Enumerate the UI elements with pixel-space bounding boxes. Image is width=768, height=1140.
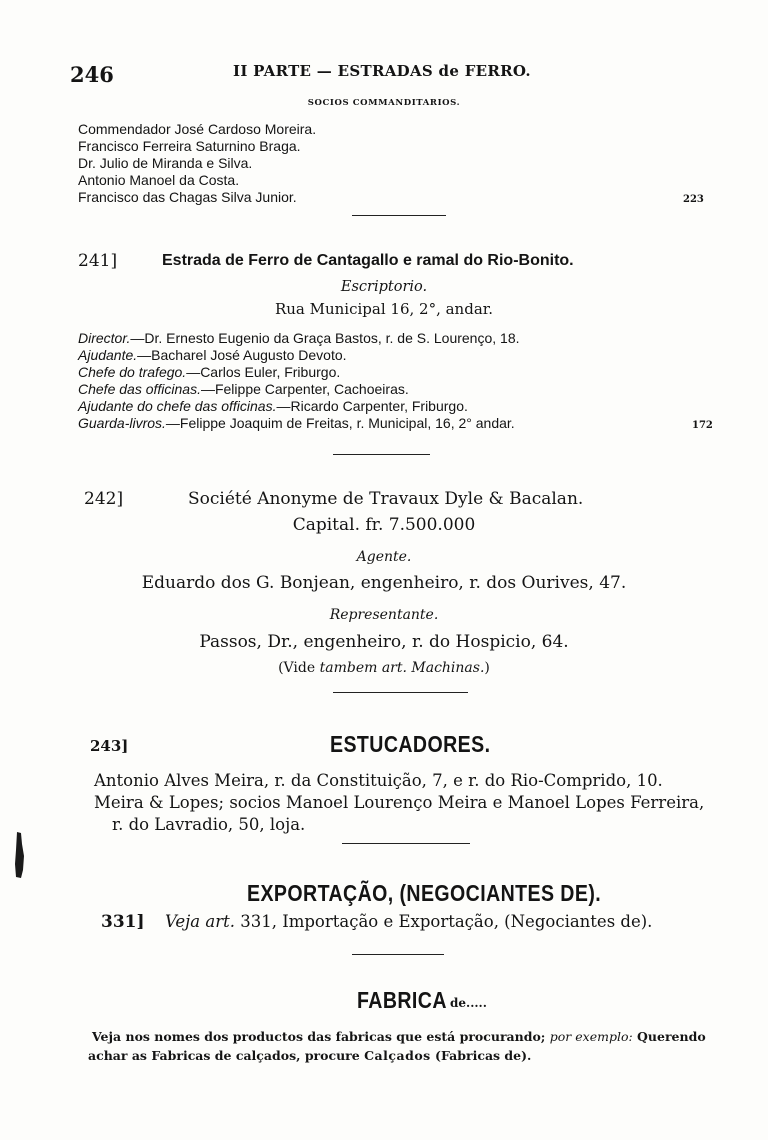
ink-blot bbox=[8, 830, 30, 880]
capital-line: Capital. fr. 7.500.000 bbox=[292, 515, 476, 535]
partner-line: Commendador José Cardoso Moreira. bbox=[78, 121, 317, 137]
body-line: Antonio Alves Meira, r. da Constituição, 7, e r. do Rio-Comprido, 10. bbox=[94, 771, 663, 790]
officer-line bbox=[78, 381, 409, 397]
entry-number: 241] bbox=[78, 251, 118, 271]
section-heading: EXPORTAÇÃO, (NEGOCIANTES DE). bbox=[247, 880, 602, 906]
office-address: Rua Municipal 16, 2°, andar. bbox=[274, 300, 494, 318]
partner-line: Antonio Manoel da Costa. bbox=[78, 172, 240, 188]
officer-text: —Ricardo Carpenter, Friburgo. bbox=[276, 398, 468, 414]
divider bbox=[342, 843, 470, 844]
officer-role: Chefe das officinas. bbox=[78, 381, 201, 397]
officer-role: Chefe do trafego. bbox=[78, 364, 187, 380]
notice-emphasis: Calçados bbox=[364, 1048, 431, 1063]
divider bbox=[352, 954, 444, 955]
partner-line: Francisco das Chagas Silva Junior. bbox=[78, 189, 297, 205]
officer-role: Ajudante do chefe das officinas. bbox=[78, 398, 277, 414]
officer-role: Guarda-livros. bbox=[78, 415, 166, 431]
agent-line: Eduardo dos G. Bonjean, engenheiro, r. dos Ourives, 47. bbox=[141, 573, 627, 593]
office-label: Escriptorio. bbox=[340, 279, 428, 295]
cross-reference-text: 331, Importação e Exportação, (Negociantes de). bbox=[240, 912, 653, 931]
socios-heading: SOCIOS COMMANDITARIOS. bbox=[307, 98, 461, 108]
section-heading: ESTUCADORES. bbox=[330, 731, 491, 757]
entry-title: Estrada de Ferro de Cantagallo e ramal do Rio-Bonito. bbox=[162, 252, 574, 269]
representative-line: Passos, Dr., engenheiro, r. do Hospicio, 64. bbox=[199, 632, 569, 652]
partner-line: Dr. Julio de Miranda e Silva. bbox=[78, 155, 253, 171]
body-line: r. do Lavradio, 50, loja. bbox=[112, 815, 306, 834]
officer-line bbox=[78, 398, 468, 414]
cross-reference bbox=[165, 912, 652, 931]
entry-number: 242] bbox=[84, 489, 124, 509]
divider bbox=[333, 692, 468, 693]
vide-prefix: (Vide bbox=[278, 660, 320, 676]
partner-line: Francisco Ferreira Saturnino Braga. bbox=[78, 138, 301, 154]
officer-role: Director. bbox=[78, 330, 131, 346]
entry-number: 243] bbox=[90, 737, 129, 755]
body-line: Meira & Lopes; socios Manoel Lourenço Meira e Manoel Lopes Ferreira, bbox=[94, 793, 705, 812]
officer-line bbox=[78, 330, 520, 346]
divider bbox=[352, 215, 446, 216]
veja-label: Veja art. bbox=[165, 912, 235, 931]
side-number: 172 bbox=[692, 420, 713, 431]
officer-line bbox=[78, 415, 515, 431]
officer-role: Ajudante. bbox=[78, 347, 138, 363]
officer-text: —Felippe Joaquim de Freitas, r. Municipal, 16, 2° andar. bbox=[165, 415, 515, 431]
representative-label: Representante. bbox=[329, 607, 439, 623]
notice-text: (Fabricas de). bbox=[430, 1048, 532, 1063]
running-header: II PARTE — ESTRADAS de FERRO. bbox=[233, 62, 531, 80]
officer-line bbox=[78, 347, 347, 363]
notice-line bbox=[92, 1029, 706, 1044]
vide-note bbox=[0, 660, 768, 676]
entry-title: Société Anonyme de Travaux Dyle & Bacalan. bbox=[188, 489, 584, 509]
page-number: 246 bbox=[70, 62, 114, 87]
entry-number: 331] bbox=[101, 912, 145, 932]
notice-italic: por exemplo: bbox=[549, 1029, 633, 1044]
vide-reference: tambem art. Machinas. bbox=[319, 660, 485, 676]
side-number: 223 bbox=[683, 194, 704, 205]
section-heading-suffix: de..... bbox=[450, 996, 487, 1010]
notice-text: Querendo bbox=[632, 1029, 706, 1044]
agent-label: Agente. bbox=[356, 549, 412, 565]
notice-text: achar as Fabricas de calçados, procure bbox=[88, 1048, 365, 1063]
section-heading: FABRICA bbox=[357, 987, 447, 1013]
officer-text: —Bacharel José Augusto Devoto. bbox=[137, 347, 347, 363]
notice-line bbox=[88, 1048, 531, 1063]
officer-text: —Dr. Ernesto Eugenio da Graça Bastos, r. de S. Lourenço, 18. bbox=[130, 330, 520, 346]
vide-suffix: ) bbox=[484, 660, 490, 676]
notice-text: Veja nos nomes dos productos das fabricas que está procurando; bbox=[92, 1029, 550, 1044]
officer-text: —Carlos Euler, Friburgo. bbox=[186, 364, 341, 380]
officer-text: —Felippe Carpenter, Cachoeiras. bbox=[200, 381, 409, 397]
divider bbox=[333, 454, 430, 455]
officer-line bbox=[78, 364, 340, 380]
